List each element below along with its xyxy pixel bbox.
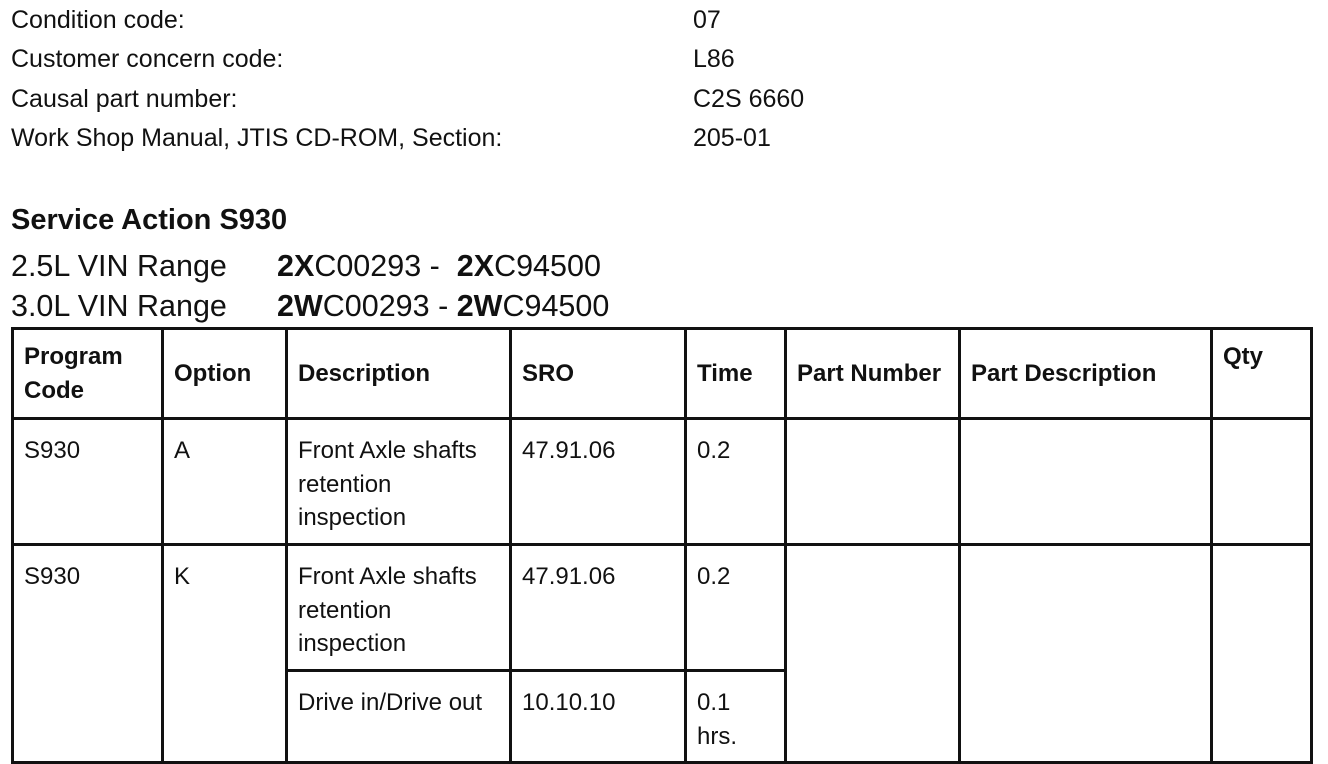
service-action-table [11, 327, 1313, 764]
cell-time: 0.2 [686, 419, 786, 545]
info-label: Work Shop Manual, JTIS CD-ROM, Section: [11, 123, 503, 152]
header-sro: SRO [511, 329, 686, 419]
info-value: 07 [693, 6, 721, 34]
vin-start-rest: C00293 - [314, 249, 449, 283]
claim-info [11, 4, 804, 161]
cell-program-code: S930 [13, 545, 163, 763]
cell-option: K [163, 545, 287, 763]
cell-program-code: S930 [13, 419, 163, 545]
info-row-workshop-manual-section [11, 122, 804, 161]
info-label: Customer concern code: [11, 45, 284, 74]
header-part-description: Part Description [960, 329, 1212, 419]
cell-description: Front Axle shafts retention inspection [287, 419, 511, 545]
cell-option: A [163, 419, 287, 545]
cell-part-number [786, 419, 960, 545]
info-row-causal-part-number [11, 83, 804, 122]
info-value: C2S 6660 [693, 84, 805, 113]
cell-sro: 10.10.10 [511, 671, 686, 763]
vin-start-prefix: 2W [277, 289, 323, 323]
cell-part-number [786, 545, 960, 763]
vin-start-prefix: 2X [277, 249, 315, 283]
cell-time: 0.1 hrs. [686, 671, 786, 763]
info-row-condition-code [11, 4, 804, 43]
header-program-code: Program Code [13, 329, 163, 419]
vin-end-prefix: 2W [456, 289, 503, 323]
vin-range-label: 3.0L VIN Range [11, 289, 227, 323]
vin-end-rest: C94500 [502, 289, 610, 323]
cell-sro: 47.91.06 [511, 545, 686, 671]
vin-range-label: 2.5L VIN Range [11, 249, 227, 283]
vin-range-values [277, 286, 609, 326]
cell-description: Front Axle shafts retention inspection [287, 545, 511, 671]
cell-qty [1212, 545, 1312, 763]
table-row [13, 545, 1312, 671]
header-option: Option [163, 329, 287, 419]
vin-range-3-0l [11, 286, 609, 326]
header-qty: Qty [1212, 329, 1312, 419]
header-time: Time [686, 329, 786, 419]
info-value: 205-01 [693, 123, 771, 152]
vin-range-2-5l [11, 246, 601, 286]
info-value: L86 [693, 45, 735, 74]
table-row [13, 419, 1312, 545]
vin-range-values [277, 246, 601, 286]
vin-start-rest: C00293 - [322, 289, 457, 323]
header-part-number: Part Number [786, 329, 960, 419]
cell-description: Drive in/Drive out [287, 671, 511, 763]
vin-end-prefix: 2X [456, 249, 495, 283]
cell-qty [1212, 419, 1312, 545]
cell-time: 0.2 [686, 545, 786, 671]
info-label: Causal part number: [11, 84, 238, 113]
vin-end-rest: C94500 [494, 249, 601, 283]
cell-part-description [960, 419, 1212, 545]
cell-sro: 47.91.06 [511, 419, 686, 545]
cell-part-description [960, 545, 1212, 763]
info-row-customer-concern-code [11, 43, 804, 82]
info-label: Condition code: [11, 6, 185, 34]
table-header-row [13, 329, 1312, 419]
header-description: Description [287, 329, 511, 419]
service-action-heading: Service Action S930 [11, 204, 288, 236]
